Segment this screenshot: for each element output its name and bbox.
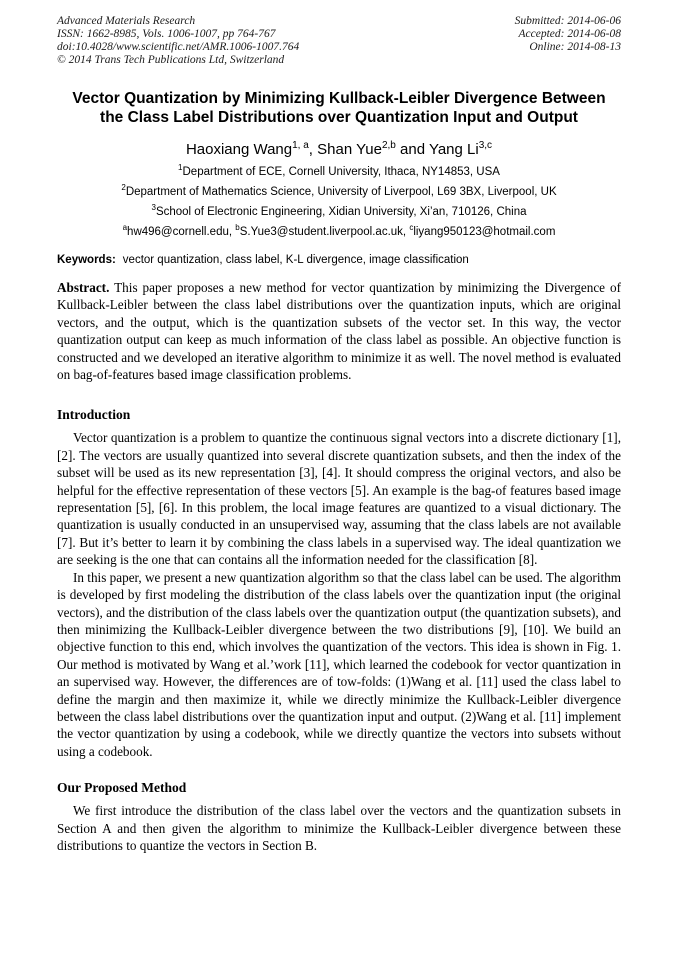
authors-line	[57, 141, 621, 158]
affiliation-2	[57, 183, 621, 198]
affiliation-text-3: School of Electronic Engineering, Xidian University, Xi’an, 710126, China	[155, 206, 527, 218]
journal-header	[57, 15, 621, 67]
email-sup-3: c	[409, 223, 414, 233]
keywords-line	[57, 254, 621, 266]
affiliation-sup-2: 2	[121, 183, 126, 193]
keywords-label: Keywords:	[57, 254, 116, 266]
affiliation-text-1: Department of ECE, Cornell University, Ithaca, NY14853, USA	[182, 166, 500, 178]
proposed-method-paragraph-1: We first introduce the distribution of the class label over the vectors and the quantization subsets in Section A and then given the algorithm to minimize the Kullback-Leibler divergence between these distributions to quantize the vectors in Section B.	[57, 803, 621, 853]
affiliation-sup-3: 3	[151, 203, 156, 213]
email-text-1: hw496@cornell.edu	[127, 226, 229, 238]
journal-doi: doi:10.4028/www.scientific.net/AMR.1006-1007.764	[57, 41, 300, 53]
abstract-label: Abstract.	[57, 280, 110, 295]
section-heading-proposed-method: Our Proposed Method	[57, 780, 187, 796]
author-sup-3: 3,c	[478, 140, 493, 151]
keywords-text: vector quantization, class label, K-L divergence, image classification	[122, 254, 469, 266]
email-text-2: S.Yue3@student.liverpool.ac.uk	[239, 226, 403, 238]
introduction-paragraph-2: In this paper, we present a new quantization algorithm so that the class label can be used. The algorithm is developed by first modeling the distribution of the class labels over the quantization input (the original vectors), and the distribution of the class labels over the quantization output (the quantization subsets), and then minimizing the Kullback-Leibler divergence between the two distributions [9], [10]. We build an objective function to this end, which involves the quantization of the vectors. This idea is shown in Fig. 1. Our method is motivated by Wang et al.’work [11], which learned the codebook for vector quantization in an supervised way. However, the differences are of tow-folds: (1)Wang et al. [11] used the class label to define the margin and then maximize it, while we directly minimize the Kullback-Leibler divergence between the class label distributions over the quantization input and output. (2)Wang et al. [11] implement the vector quantization by using a codebook, while we directly quantize the vectors into subsets without using a codebook.	[57, 569, 621, 759]
submitted-date: Submitted: 2014-06-06	[514, 15, 621, 27]
author-sup-1: 1, a	[292, 140, 309, 151]
author-separator-2: and	[395, 141, 429, 158]
abstract-paragraph	[57, 279, 621, 383]
email-separator-1: ,	[228, 226, 236, 238]
email-sup-2: b	[235, 223, 240, 233]
author-emails	[57, 223, 621, 238]
email-text-3: liyang950123@hotmail.com	[413, 226, 556, 238]
journal-info	[57, 15, 299, 67]
author-name-1: Haoxiang Wang	[185, 141, 293, 158]
author-name-2: Shan Yue	[317, 141, 382, 158]
affiliation-1	[57, 163, 621, 178]
journal-copyright: © 2014 Trans Tech Publications Ltd, Switzerland	[57, 54, 285, 66]
affiliation-3	[57, 203, 621, 218]
abstract-text: This paper proposes a new method for vector quantization by minimizing the Divergence of Kullback-Leibler between the class label distributions over the quantization inputs, which are original vectors, and the output, which is the quantization subsets of the vector set. In this way, the vector quantization output can keep as much information of the class label as possible. An objective function is constructed and we developed an iterative algorithm to minimize it as well. The novel method is evaluated on bag-of-features based image classification problems.	[57, 280, 621, 383]
author-separator-1: ,	[308, 141, 318, 158]
affiliation-sup-1: 1	[178, 163, 183, 173]
journal-name: Advanced Materials Research	[57, 15, 196, 27]
journal-issn-volume: ISSN: 1662-8985, Vols. 1006-1007, pp 764-767	[57, 28, 276, 40]
affiliation-text-2: Department of Mathematics Science, University of Liverpool, L69 3BX, Liverpool, UK	[125, 186, 557, 198]
section-heading-introduction: Introduction	[57, 407, 131, 423]
accepted-date: Accepted: 2014-06-08	[518, 28, 621, 40]
online-date: Online: 2014-08-13	[529, 41, 621, 53]
email-separator-2: ,	[402, 226, 410, 238]
author-sup-2: 2,b	[381, 140, 396, 151]
author-name-3: Yang Li	[428, 141, 479, 158]
paper-title: Vector Quantization by Minimizing Kullback-Leibler Divergence Between the Class Label Distributions over Quantization Input and Output	[72, 90, 606, 126]
introduction-paragraph-1: Vector quantization is a problem to quantize the continuous signal vectors into a discrete dictionary [1], [2]. The vectors are usually quantized into several discrete quantization subsets, and then the index of the subset will be used as its new representation [3], [4]. It should compress the original vectors, and also be helpful for the effective representation of these vectors [5]. An example is the bag-of features based image representation [5], [6]. In this problem, the local image features are quantized to a visual dictionary. The quantization is usually conducted in an unsupervised way, assuming that the class labels are not available [7]. But it’s better to learn it by combining the class labels in a supervised way. The ideal quantization we are seeking is the one that can contains all the information needed for the classification [8].	[57, 430, 621, 568]
email-sup-1: a	[122, 223, 128, 233]
submission-dates	[515, 15, 621, 67]
